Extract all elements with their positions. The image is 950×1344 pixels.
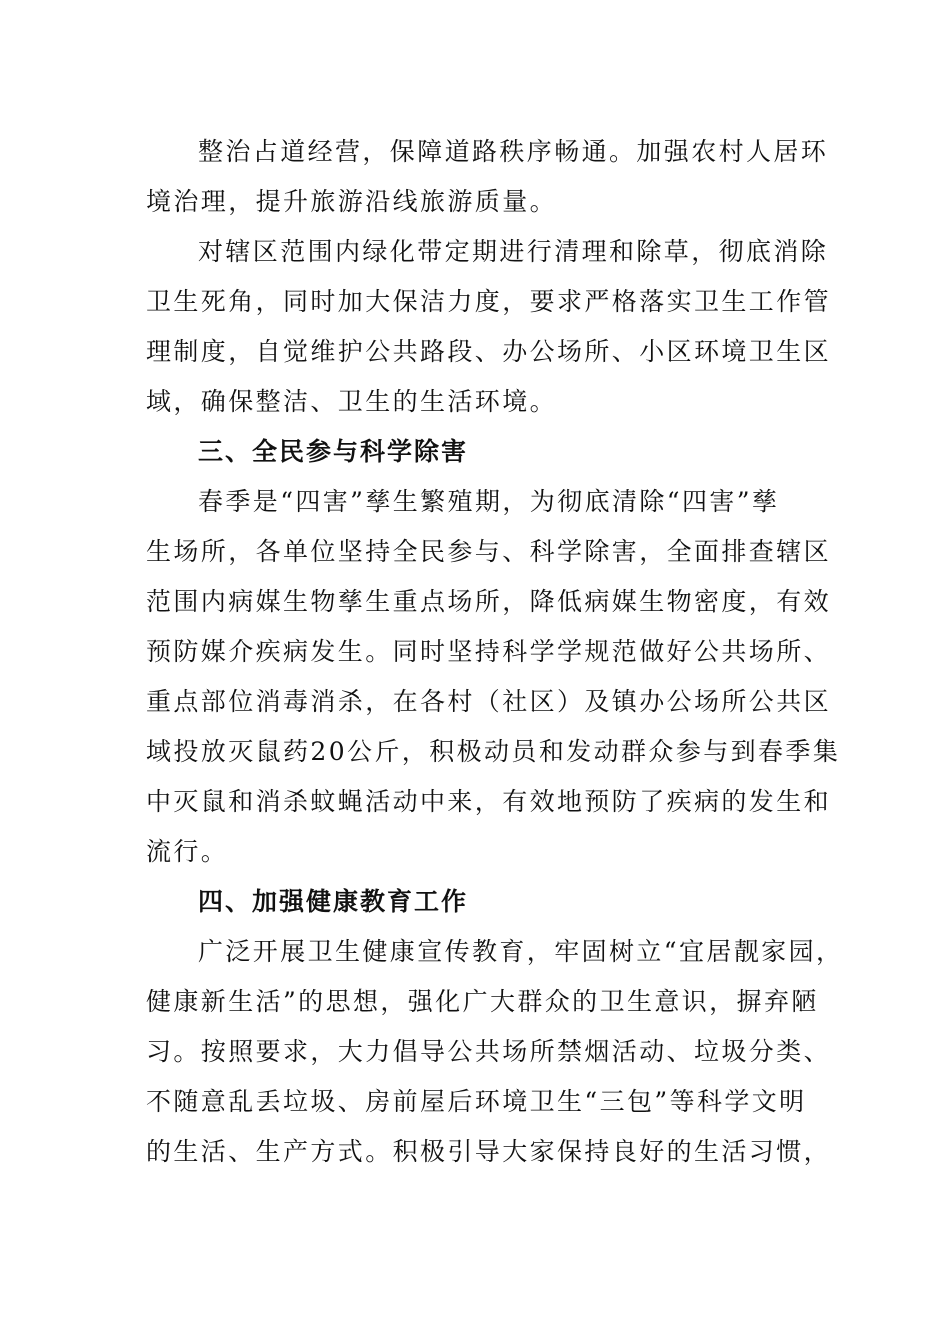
paragraph-line: 范围内病媒生物孳生重点场所，降低病媒生物密度，有效 [146,587,832,616]
paragraph-line: 对辖区范围内绿化带定期进行清理和除草，彻底消除 [198,237,829,266]
paragraph-line: 春季是“四害”孳生繁殖期，为彻底清除“四害”孳 [198,487,780,516]
paragraph-line: 域，确保整洁、卫生的生活环境。 [146,387,558,416]
paragraph-line: 卫生死角，同时加大保洁力度，要求严格落实卫生工作管 [146,287,832,316]
paragraph-line: 重点部位消毒消杀，在各村（社区）及镇办公场所公共区 [146,687,832,716]
paragraph-line: 境治理，提升旅游沿线旅游质量。 [146,187,558,216]
paragraph-line: 健康新生活”的思想，强化广大群众的卫生意识，摒弃陋 [146,987,819,1016]
paragraph-line: 中灭鼠和消杀蚊蝇活动中来，有效地预防了疾病的发生和 [146,787,832,816]
section-heading: 四、加强健康教育工作 [198,887,469,916]
paragraph-line: 预防媒介疾病发生。同时坚持科学学规范做好公共场所、 [146,637,832,666]
paragraph-line: 流行。 [146,837,229,866]
paragraph-line: 整治占道经营，保障道路秩序畅通。加强农村人居环 [198,137,829,166]
paragraph-line: 域投放灭鼠药20公斤，积极动员和发动群众参与到春季集 [146,737,841,766]
paragraph-line: 理制度，自觉维护公共路段、办公场所、小区环境卫生区 [146,337,832,366]
paragraph-line: 广泛开展卫生健康宣传教育，牢固树立“宜居靓家园， [198,937,844,966]
paragraph-line: 习。按照要求，大力倡导公共场所禁烟活动、垃圾分类、 [146,1037,832,1066]
paragraph-line: 的生活、生产方式。积极引导大家保持良好的生活习惯， [146,1137,832,1166]
paragraph-line: 生场所，各单位坚持全民参与、科学除害，全面排查辖区 [146,537,832,566]
paragraph-line: 不随意乱丢垃圾、房前屋后环境卫生“三包”等科学文明 [146,1087,807,1116]
section-heading: 三、全民参与科学除害 [198,437,469,466]
